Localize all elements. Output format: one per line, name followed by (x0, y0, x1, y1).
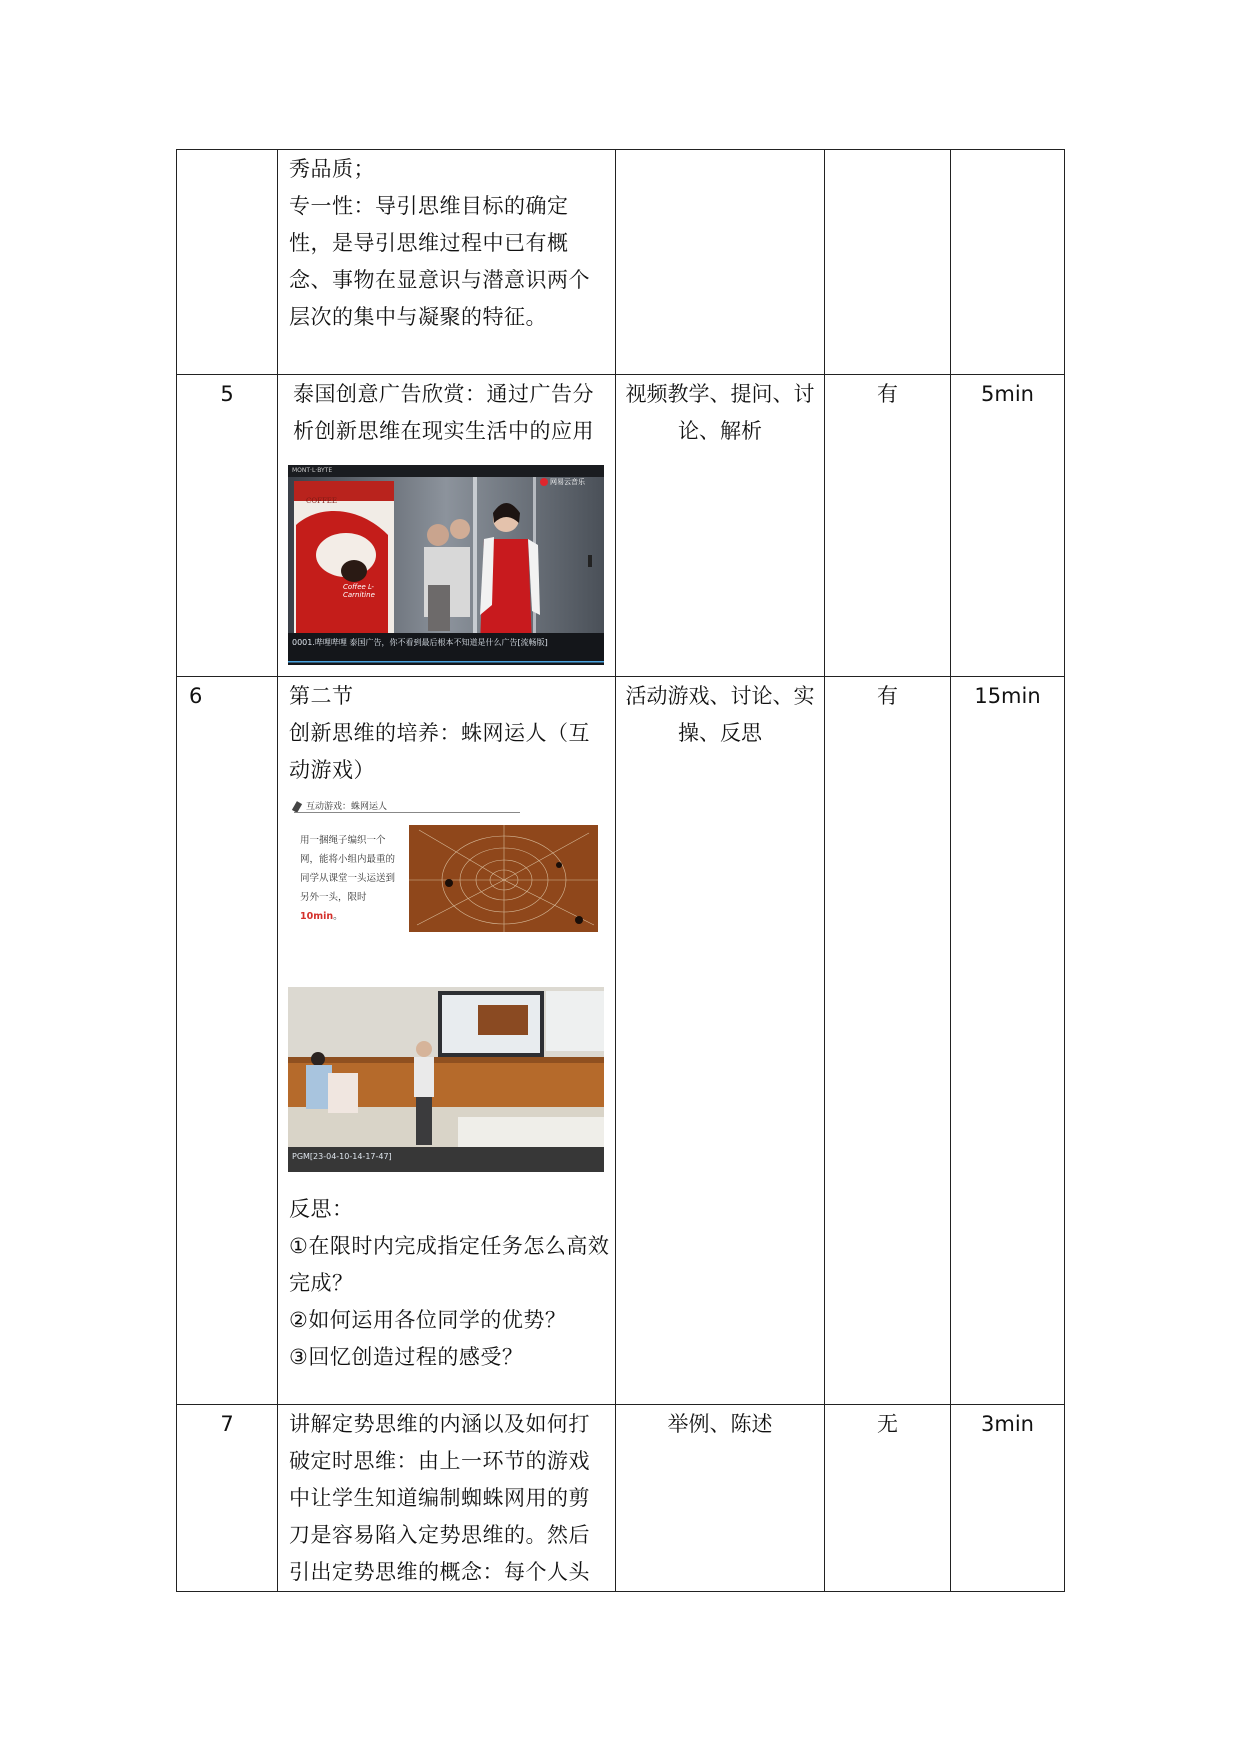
netease-logo-icon (540, 478, 548, 486)
spider-web-picture (409, 825, 598, 932)
photo-timestamp: PGM[23-04-10-14-17-47] (292, 1152, 392, 1161)
row-divider (177, 374, 1064, 375)
row-6-media: 有 (877, 684, 898, 708)
row-5-time: 5min (981, 382, 1034, 406)
row-6-number: 6 (189, 684, 203, 708)
row-7-time: 3min (981, 1412, 1034, 1436)
row-6-reflection: 反思： ①在限时内完成指定任务怎么高效完成？ ②如何运用各位同学的优势？ ③回忆创造过程的感受？ (289, 1197, 610, 1369)
row-6-method: 活动游戏、讨论、实操、反思 (625, 684, 815, 745)
pencil-icon (292, 801, 302, 813)
slide-title (294, 799, 387, 812)
row-5-media: 有 (877, 382, 898, 406)
spider-web-game-slide (288, 797, 604, 945)
row-7-media: 无 (877, 1412, 898, 1436)
slide-body (300, 831, 400, 926)
row-divider (177, 676, 1064, 677)
lesson-plan-table (176, 149, 1065, 1592)
column-divider (277, 150, 278, 1591)
row-5-desc: 泰国创意广告欣赏：通过广告分析创新思维在现实生活中的应用 (293, 382, 594, 443)
slide-body-end: 。 (333, 911, 343, 922)
slide-body-text: 用一捆绳子编织一个网，能将小组内最重的同学从课堂一头运送到另外一头，限时 (300, 835, 396, 903)
netease-watermark: 网易云音乐 (550, 478, 585, 486)
thai-ad-screenshot (288, 465, 604, 665)
column-divider (950, 150, 951, 1591)
row-5-number: 5 (220, 382, 234, 406)
column-divider (615, 150, 616, 1591)
row-7-number: 7 (220, 1412, 234, 1436)
slide-title-underline (294, 812, 520, 813)
row-7-desc: 讲解定势思维的内涵以及如何打破定时思维：由上一环节的游戏中让学生知道编制蜘蛛网用的剪刀是容易陷入定势思维的。然后引出定势思维的概念：每个人头 (289, 1412, 590, 1584)
package-brand: MONT·L·BYTE (292, 467, 333, 474)
coffee-script: Coffee L-Carnitine (343, 583, 375, 599)
row-6-time: 15min (974, 684, 1041, 708)
column-divider (824, 150, 825, 1591)
row-divider (177, 1404, 1064, 1405)
coffee-label: COFFEE (306, 497, 338, 505)
row-6-desc: 第二节 创新思维的培养：蛛网运人（互动游戏） (289, 684, 590, 782)
row-5-method: 视频教学、提问、讨论、解析 (625, 382, 815, 443)
row-continued-desc: 秀品质； 专一性：导引思维目标的确定性，是导引思维过程中已有概念、事物在显意识与潜意识两个层次的集中与凝聚的特征。 (289, 157, 590, 329)
video-caption: 0001.哔哩哔哩 泰国广告，你不看到最后根本不知道是什么广告[流畅版] (292, 638, 548, 647)
slide-title-text: 互动游戏：蛛网运人 (306, 802, 388, 812)
classroom-photo (288, 987, 604, 1172)
row-7-method: 举例、陈述 (667, 1412, 773, 1436)
slide-highlight: 10min (300, 911, 334, 922)
